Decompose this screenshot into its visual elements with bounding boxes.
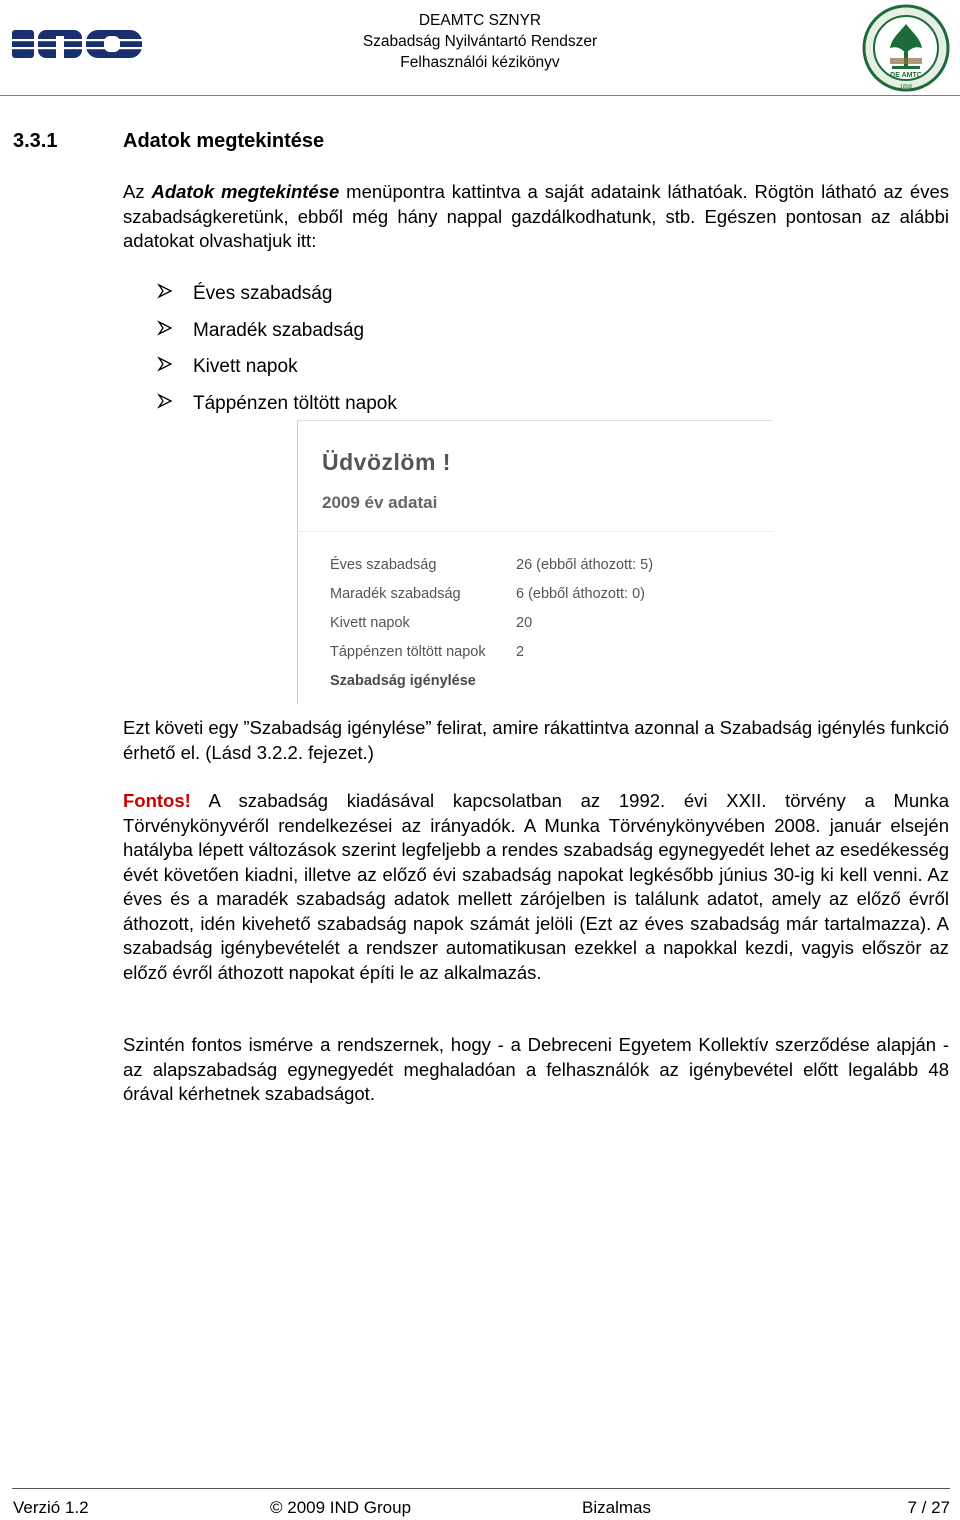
field-label-remaining: Maradék szabadság <box>330 586 461 602</box>
app-screenshot-panel <box>297 420 773 704</box>
important-text: A szabadság kiadásával kapcsolatban az 1992. évi XXII. törvény a Munka Törvénykönyvéről rendelkezései az irányadók. A Munka Törvénykönyvében 2008. január elsején hatályba lépett változások szerint legfeljebb a rendes szabadság egynegyedét lehet az esedékesség évét követően kiadni, illetve az előző évi szabadság napokat legkésőbb június 30-ig ki kell venni. Az éves és a maradék szabadság adatok mellett zárójelben is találunk adatot, amely az előző évről áthozott, idén kivehető szabadság napok számát jelöli (Ezt az éves szabadság már tartalmazza). A szabadság igénybevételét a rendszer automatikusan ezekkel a napokkal kezdi, vagyis először az előző évről áthozott napokat építi le az alkalmazás. <box>123 790 949 983</box>
list-item-label: Éves szabadság <box>193 283 333 305</box>
header-line-2: Szabadság Nyilvántartó Rendszer <box>362 33 598 50</box>
important-label: Fontos! <box>123 790 191 811</box>
arrow-bullet-icon <box>157 393 193 415</box>
field-value-remaining: 6 (ebből áthozott: 0) <box>516 586 645 602</box>
welcome-heading: Üdvözlöm ! <box>322 449 451 475</box>
year-title: 2009 év adatai <box>322 493 438 512</box>
footer-divider <box>12 1488 950 1489</box>
university-seal-icon <box>862 4 950 92</box>
field-label-taken: Kivett napok <box>330 615 410 631</box>
seal-year: 1868 <box>899 84 913 90</box>
panel-divider <box>298 531 774 532</box>
paragraph-collective-agreement: Szintén fontos ismérve a rendszernek, hogy - a Debreceni Egyetem Kollektív szerződése alapján - az alapszabadság egynegyedét meghaladóan a felhasználók az igénybevétel előtt legalább 48 órával kérhetnek szabadságot. <box>123 1034 949 1104</box>
footer-version: Verzió 1.2 <box>13 1498 89 1517</box>
list-item <box>157 386 397 423</box>
header-line-3: Felhasználói kézikönyv <box>400 54 560 71</box>
intro-emphasis: Adatok megtekintése <box>151 181 340 202</box>
data-fields-list <box>157 276 397 422</box>
arrow-bullet-icon <box>157 320 193 342</box>
header-line-1: DEAMTC SZNYR <box>418 12 542 29</box>
arrow-bullet-icon <box>157 356 193 378</box>
list-item-label: Kivett napok <box>193 356 298 378</box>
list-item-label: Táppénzen töltött napok <box>193 392 397 414</box>
arrow-bullet-icon <box>157 283 193 305</box>
field-label-annual: Éves szabadság <box>330 557 437 573</box>
seal-label: DE AMTC <box>890 72 922 79</box>
section-title: Adatok megtekintése <box>123 130 325 152</box>
field-value-sick: 2 <box>516 644 525 660</box>
ind-logo-icon <box>12 28 142 60</box>
header-title-block <box>300 10 660 73</box>
section-heading <box>13 130 324 153</box>
list-item <box>157 349 397 386</box>
list-item-label: Maradék szabadság <box>193 319 365 341</box>
field-value-taken: 20 <box>516 615 533 631</box>
footer-page-number: 7 / 27 <box>907 1498 950 1517</box>
field-label-sick: Táppénzen töltött napok <box>330 644 486 660</box>
paragraph-important <box>123 789 949 985</box>
footer-copyright: © 2009 IND Group <box>270 1498 412 1517</box>
field-value-annual: 26 (ebből áthozott: 5) <box>516 557 654 573</box>
intro-pre: Az <box>123 181 152 202</box>
intro-paragraph <box>123 180 949 254</box>
footer-classification: Bizalmas <box>582 1498 651 1517</box>
leave-request-link[interactable]: Szabadság igénylése <box>330 673 476 689</box>
list-item <box>157 313 397 350</box>
section-number: 3.3.1 <box>13 130 58 152</box>
header-divider <box>0 95 960 96</box>
list-item <box>157 276 397 313</box>
page-header <box>0 0 960 96</box>
intro-post: menüpontra kattintva a saját adataink láthatóak. Rögtön látható az éves szabadságkeretünk, ebből még hány nappal gazdálkodhatunk, stb. Egészen pontosan az alábbi adatokat olvashatjuk itt: <box>123 181 949 251</box>
paragraph-request-info: Ezt követi egy ”Szabadság igénylése” felirat, amire rákattintva azonnal a Szabadság igénylés funkció érhető el. (Lásd 3.2.2. fejezet.) <box>123 717 949 763</box>
